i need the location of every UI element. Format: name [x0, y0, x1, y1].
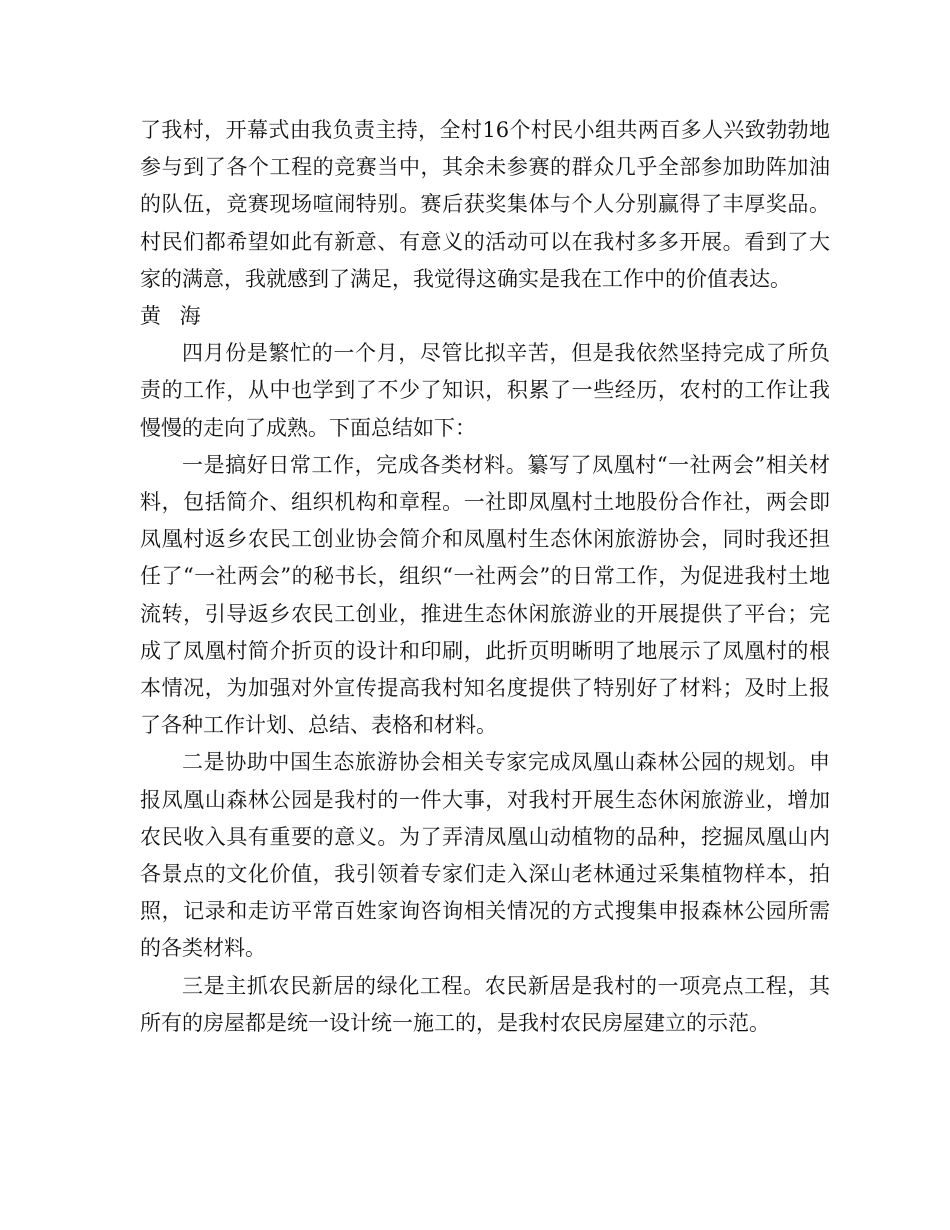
paragraph-april-summary-intro: 四月份是繁忙的一个月，尽管比拟辛苦，但是我依然坚持完成了所负责的工作，从中也学到了不少了知识，积累了一些经历，农村的工作让我慢慢的走向了成熟。下面总结如下： — [140, 341, 830, 440]
document-body — [140, 112, 830, 1042]
paragraph-item-one: 一是搞好日常工作，完成各类材料。纂写了凤凰村“一社两会”相关材料，包括简介、组织机构和章程。一社即凤凰村土地股份合作社，两会即凤凰村返乡农民工创业协会简介和凤凰村生态休闲旅游协会，同时我还担任了“一社两会”的秘书长，组织“一社两会”的日常工作，为促进我村土地流转，引导返乡农民工创业，推进生态休闲旅游业的开展提供了平台；完成了凤凰村简介折页的设计和印刷，此折页明晰明了地展示了凤凰村的根本情况，为加强对外宣传提高我村知名度提供了特别好了材料；及时上报了各种工作计划、总结、表格和材料。 — [140, 452, 830, 738]
paragraph-item-two: 二是协助中国生态旅游协会相关专家完成凤凰山森林公园的规划。申报凤凰山森林公园是我村的一件大事，对我村开展生态休闲旅游业，增加农民收入具有重要的意义。为了弄清凤凰山动植物的品种，挖掘凤凰山内各景点的文化价值，我引领着专家们走入深山老林通过采集植物样本，拍照，记录和走访平常百姓家询咨询相关情况的方式搜集申报森林公园所需的各类材料。 — [140, 750, 830, 961]
author-name: 黄 海 — [140, 304, 207, 329]
paragraph-activity-continuation: 了我村，开幕式由我负责主持，全村16个村民小组共两百多人兴致勃勃地参与到了各个工程的竞赛当中，其余未参赛的群众几乎全部参加助阵加油的队伍，竞赛现场喧闹特别。赛后获奖集体与个人分别赢得了丰厚奖品。村民们都希望如此有新意、有意义的活动可以在我村多多开展。看到了大家的满意，我就感到了满足，我觉得这确实是我在工作中的价值表达。 — [140, 118, 830, 291]
paragraph-item-three: 三是主抓农民新居的绿化工程。农民新居是我村的一项亮点工程，其所有的房屋都是统一设计统一施工的，是我村农民房屋建立的示范。 — [140, 973, 830, 1035]
